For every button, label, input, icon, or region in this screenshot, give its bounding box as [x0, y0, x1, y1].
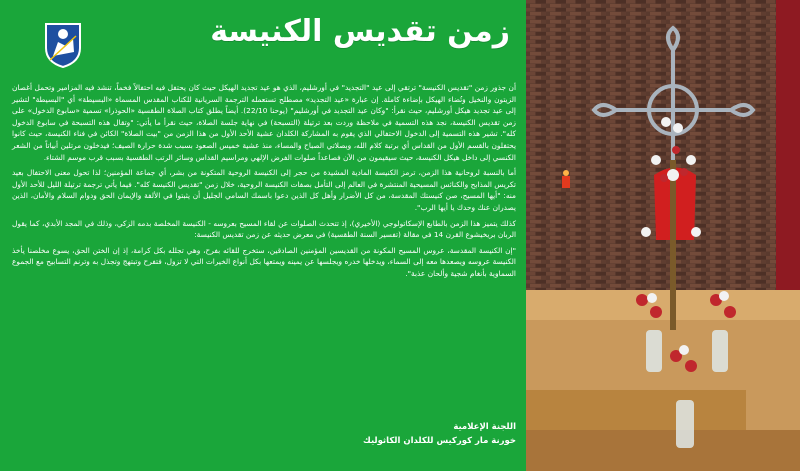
article-paragraph: كذلك يتميز هذا الزمن بالطابع الإسكاتولوجي (الأخيري)، إذ تتحدث الصلوات عن لقاء المسيح بعروسه - الكنيسة المخلصة بدمه الزكي، وذلك في المجد الأبدي، كما يقول الربان بريخيشوع القرن 14 في مقالة (تفسير السنة الطقسية) في معرض حديثه عن زمن تقديس الكنيسة:: [12, 218, 516, 240]
article-paragraph: أن جذور زمن "تقديس الكنيسة" ترتقي إلى عيد "التجديد" في أورشليم، الذي هو عيد تجديد الهيكل حيث كان يحتفل فيه احتفالاً فخماً، تنشد فيه المزامير وتحمل أغصان الزيتون والنخيل وتُضاء الهيكل بإضاءة كاملة. إن عبارة «عيد التجديد» مصطلح تستعمله الترجمة السريانية للكتاب المقدس المسماة «البسيطة» أي "البسيطة" لتشير إلى عيد تجديد هيكل أورشليم، حيث نقرأ: "وكان عيد التجديد في أورشليم" (يوحنا 22/10). أيضاً يطلق كتاب الصلاة الطقسية «الحوذرا» تسمية «سابوع الدخول» على زمن تقديس الكنيسة، نجد هذه التسمية في ملاحظة وردت بعد ترتيلة (التسبحة) في نهاية جلسة الصلاة، حيث نقرأ ما يأتي: "وتقال هذه التسبحة في سابوع الدخول كله". تشير هذه التسمية إلى الدخول الاحتفالي الذي يقوم به المشاركة الكلدان عشية الأحد الأول من هذا الزمن من "بيت الصلاة" الكائن في فناء الكنيسة، حيث كانوا يحتفلون بالقسم الأول من القداس أي برتبة كلام الله، وبصلاتي الصباح والمساء، منذ عشية خميس الصعود بسبب شدة حرارة الصيف؛ فيدخلون مرتلين أبياتاً من الشعر الكنسي إلى داخل هيكل الكنيسة، حيث سيقيمون من الآن فصاعداً صلوات الفرض الإلهي ومراسيم القداس وسائر الرتب الطقسية بسبب قرب موسم الشتاء.: [12, 83, 516, 162]
signature: [363, 420, 516, 448]
page-title: زمن تقديس الكنيسة: [210, 14, 510, 49]
article-body: [12, 82, 516, 284]
church-altar-cross-photo: [526, 0, 800, 471]
signature-parish: خورنة مار كوركيس للكلدان الكاثوليك: [363, 436, 516, 446]
signature-committee: اللجنة الإعلامية: [453, 422, 516, 432]
article-paragraph: أما بالنسبة لروحانية هذا الزمن، ترمز الكنيسة المادية المشيدة من حجر إلى الكنيسة الروحية المتكونة من بشر، أي جماعة المؤمنين؛ لذا تحول معنى الاحتفال بعيد تكريس المذابح والكنائس المسيحية المنتشرة في العالم إلى التأمل بصفات الكنيسة الروحية، خلال زمن "تقديس الكنيسة كله". فيما يأتي ترجمة ترتيلة الليل للأحد الأول منه: "أيها المسيح، صن كنيستك المقدسة، من كل الأضرار وأهل كل الذين دعوا باسمك السامي الجليل أن يثبتوا في الألفة والإيمان الحق ودوام السلام والأمان، الذين يصدران عنك وحدك يا أيها الرب".: [12, 168, 516, 212]
church-seal-logo: [44, 22, 82, 68]
article-quote: "إن الكنيسة المقدسة، عروس المسيح المكونة من القديسين المؤمنين الصادقين، ستخرج للقائه بفرح، وهي تجلله بكل كرامة، إذ إن الختن الحق، يسوع مخلصنا يأخذ الكنيسة عروسه ويصعدها معه إلى السماء، ويدخلها خدره ويجلسها عن يمينه ويمتعها بكل أنواع الخيرات التي لا تزول، فتفرح وتبتهج وتجذل به وترنم التسابيح مع الجموع السماوية بأنغام شجية وألحان عذبة".: [12, 245, 516, 278]
